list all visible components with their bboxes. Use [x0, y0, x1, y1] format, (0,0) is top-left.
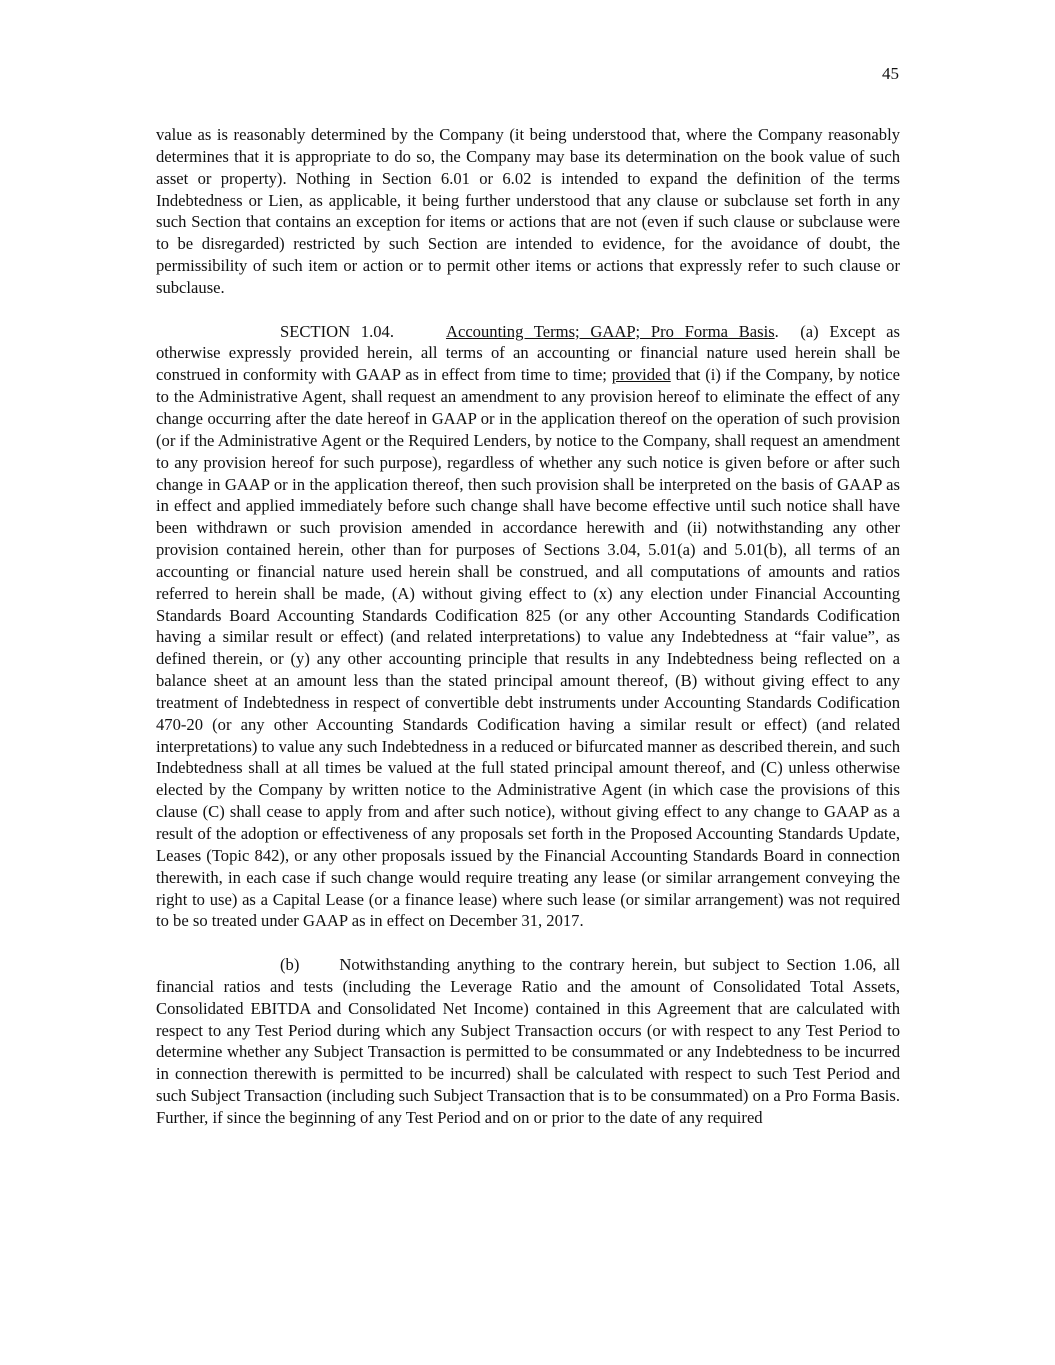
part-a-rest: that (i) if the Company, by notice to the Administrative Agent, shall request an amendment to any provision hereof to eliminate the effect of any change occurring after the date hereof in GAAP or in the application thereof on the operation of such provision (or if the Administrative Agent or the Required Lenders, by notice to the Company, shall request an amendment to any provision hereof for such purpose), regardless of whether any such notice is given before or after such change in GAAP or in the application thereof, then such provision shall be interpreted on the basis of GAAP as in effect and applied immediately before such change shall have become effective until such notice shall have been withdrawn or such provision amended in accordance herewith and (ii) notwithstanding any other provision contained herein, other than for purposes of Sections 3.04, 5.01(a) and 5.01(b), all terms of an accounting or financial nature used herein shall be construed, and all computations of amounts and ratios referred to herein shall be made, (A) without giving effect to (x) any election under Financial Accounting Standards Board Accounting Standards Codification 825 (or any other Accounting Standards Codification having a similar result or effect) (and related interpretations) to value any Indebtedness at “fair value”, as defined therein, or (y) any other accounting principle that results in any Indebtedness being reflected on a balance sheet at an amount less than the stated principal amount thereof, (B) without giving effect to any treatment of Indebtedness in respect of convertible debt instruments under Accounting Standards Codification 470-20 (or any other Accounting Standards Codification having a similar result or effect) (and related interpretations) to value any such Indebtedness in a reduced or bifurcated manner as described therein, and such Indebtedness shall at all times be valued at the full stated principal amount thereof, and (C) unless otherwise elected by the Company by written notice to the Administrative Agent (in which case the provisions of this clause (C) shall cease to apply from and after such notice), without giving effect to any change to GAAP as a result of the adoption or effectiveness of any proposals set forth in the Proposed Accounting Standards Update, Leases (Topic 842), or any other proposals issued by the Financial Accounting Standards Board in connection therewith, in each case if such change would require treating any lease (or similar arrangement conveying the right to use) as a Capital Lease (or a finance lease) where such lease (or similar arrangement) was not required to be so treated under GAAP as in effect on December 31, 2017. [156, 365, 900, 931]
section-label: SECTION 1.04. [280, 321, 394, 341]
part-b-paragraph [156, 954, 900, 1129]
section-heading-period: . [774, 321, 779, 341]
part-b-label: (b) [280, 955, 300, 975]
provided-term: provided [611, 365, 671, 385]
section-heading: Accounting Terms; GAAP; Pro Forma Basis [445, 321, 775, 341]
section-1-04-paragraph [156, 321, 905, 933]
paragraph-continuation: value as is reasonably determined by the Company (it being understood that, where the Company reasonably determines that it is appropriate to do so, the Company may base its determination on the book value of such asset or property). Nothing in Section 6.01 or 6.02 is intended to expand the definition of the terms Indebtedness or Lien, as applicable, it being further understood that any clause or subclause set forth in any such Section that contains an exception for items or actions that are not (even if such clause or subclause were to be disregarded) restricted by such Section are intended to evidence, for the avoidance of doubt, the permissibility of such item or action or to permit other items or actions that expressly refer to such clause or subclause. [156, 125, 900, 297]
part-b-text: Notwithstanding anything to the contrary herein, but subject to Section 1.06, all financial ratios and tests (including the Leverage Ratio and the amount of Consolidated Total Assets, Consolidated EBITDA and Consolidated Net Income) contained in this Agreement that are calculated with respect to any Test Period during which any Subject Transaction occurs (or with respect to any Test Period to determine whether any Subject Transaction is permitted to be consummated or any Indebtedness to be incurred in connection therewith is permitted to be incurred) shall be calculated with respect to such Test Period and such Subject Transaction (including such Subject Transaction that is to be consummated) on a Pro Forma Basis. Further, if since the beginning of any Test Period and on or prior to the date of any required [156, 955, 900, 1127]
part-a-intro: (a) Except as otherwise expressly provided herein, all terms of an accounting or financial nature used herein shall be construed in conformity with GAAP as in effect from time to time; [156, 321, 905, 385]
document-body [156, 124, 905, 1151]
page-number: 45 [882, 64, 899, 83]
